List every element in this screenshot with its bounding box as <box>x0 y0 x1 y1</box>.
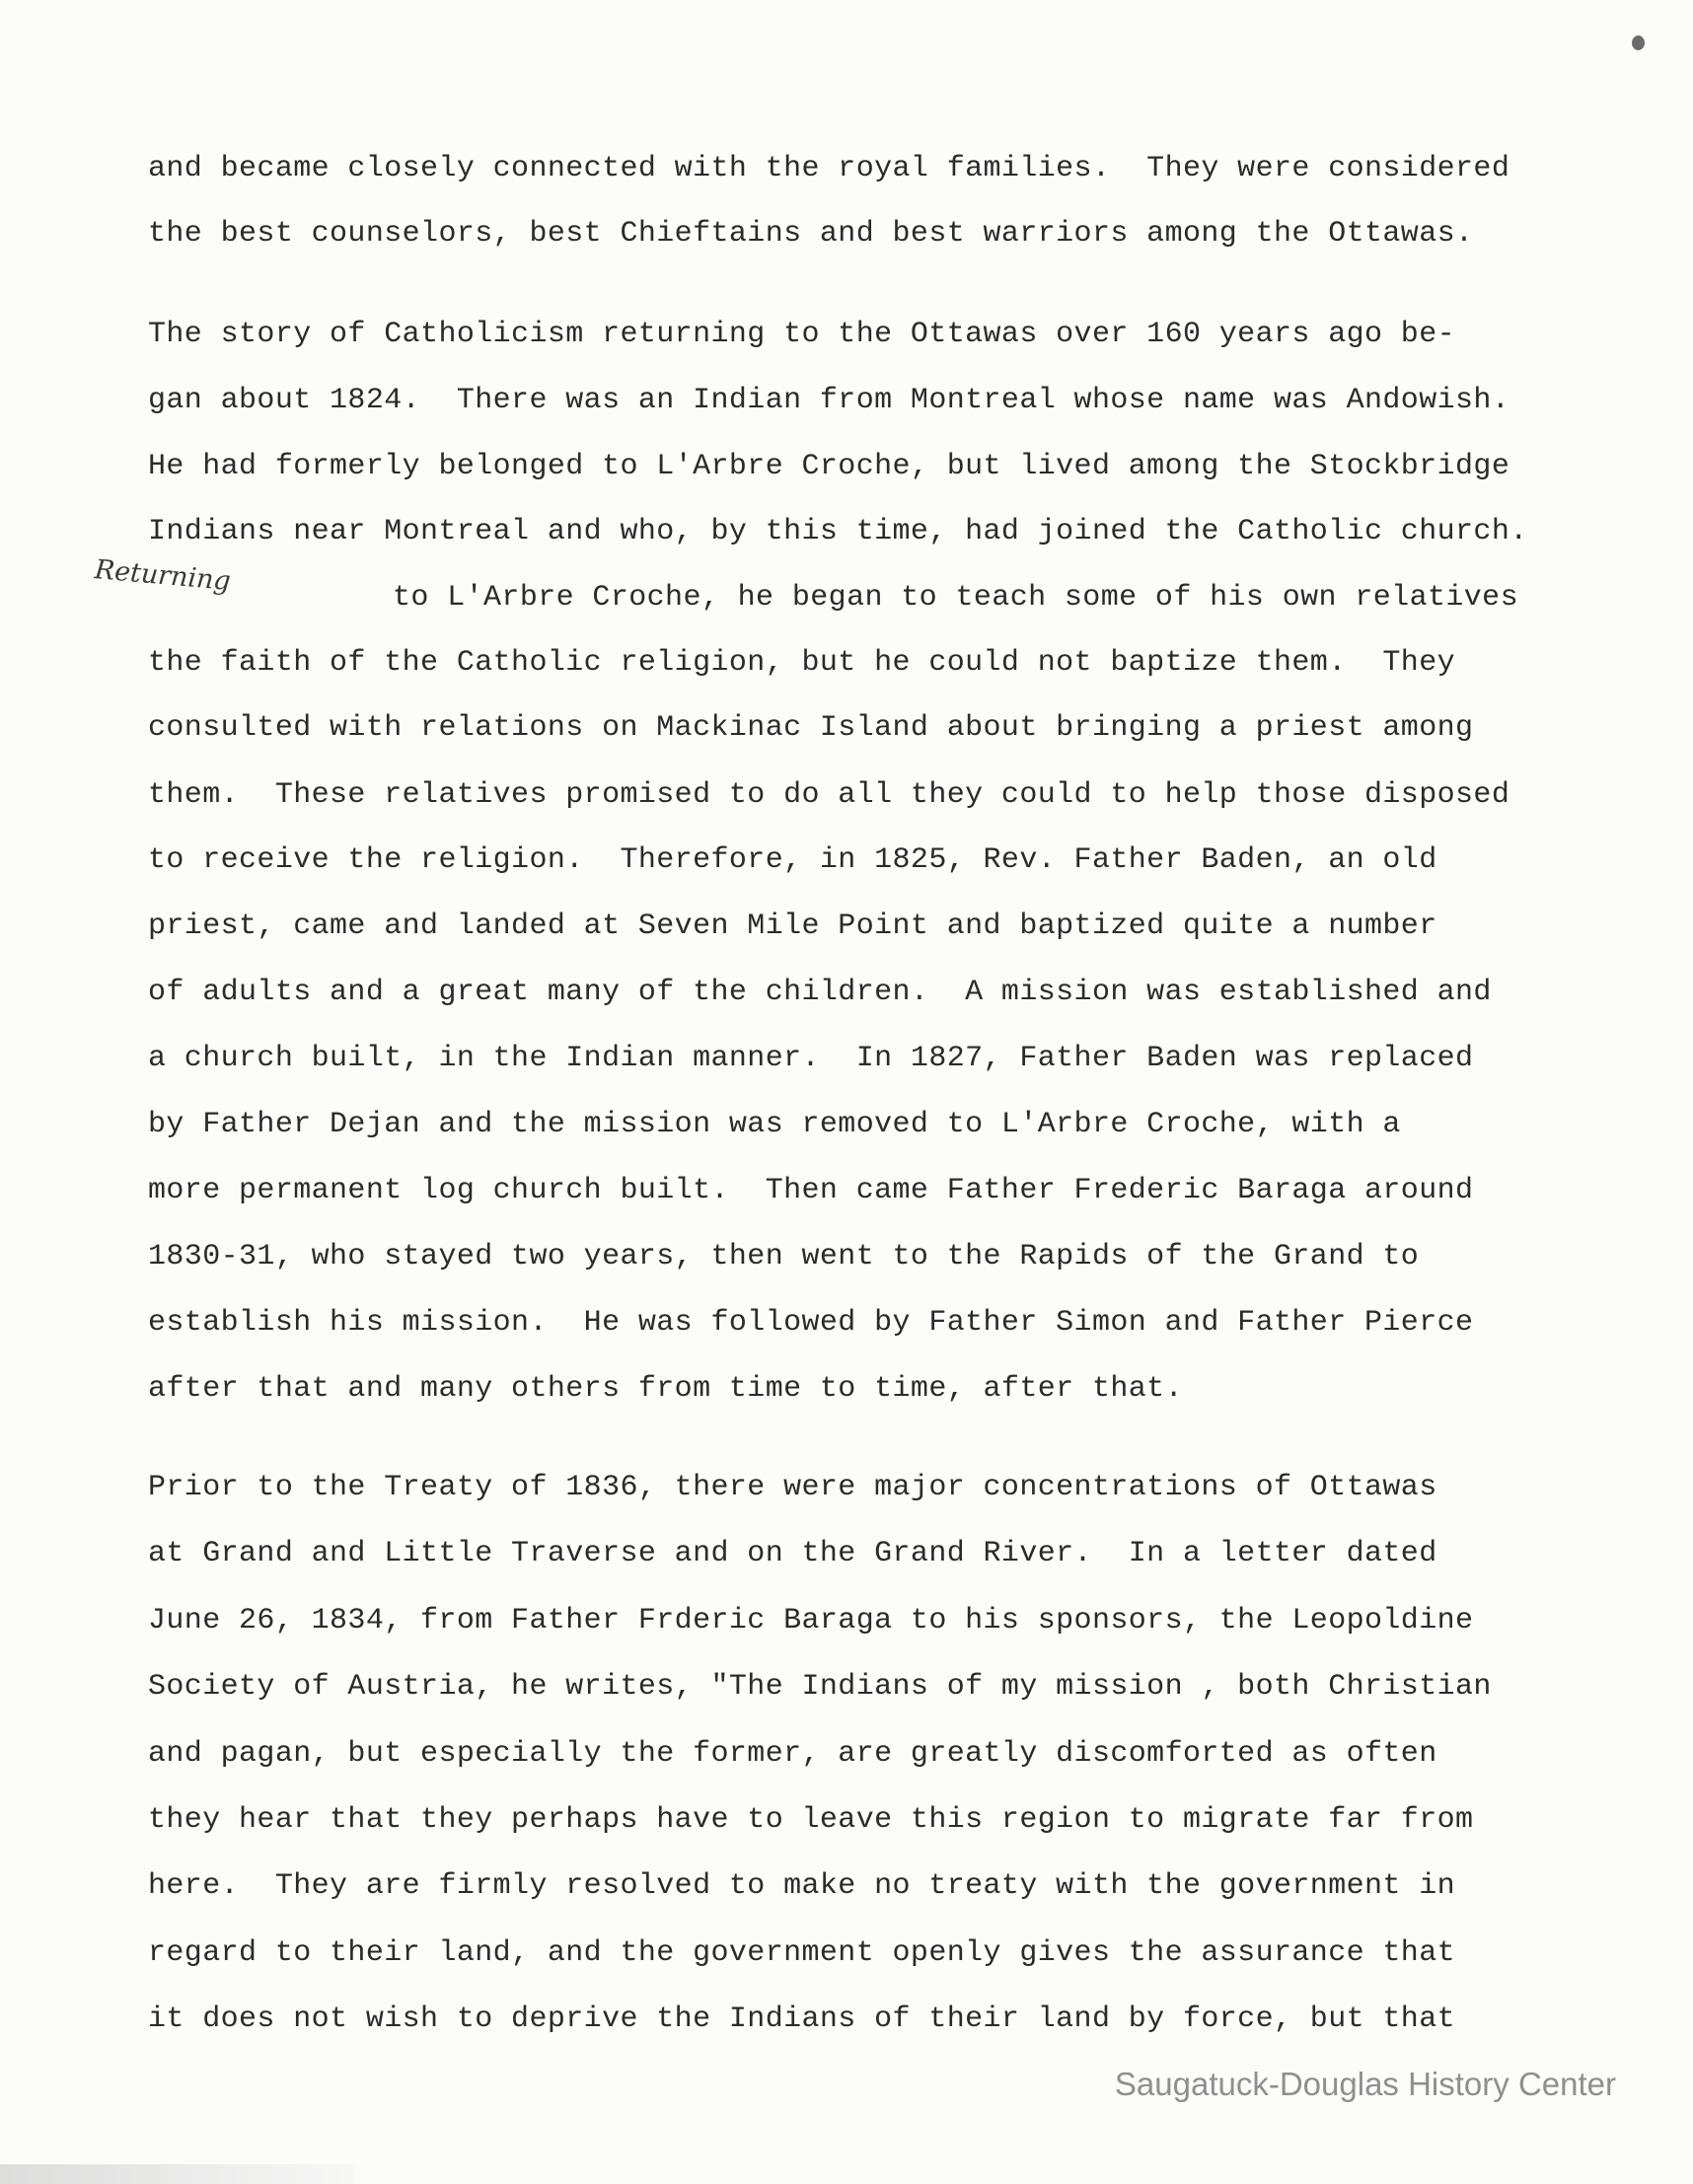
text-line: a church built, in the Indian manner. In 1827, Father Baden was replaced <box>148 1042 1474 1075</box>
text-line: establish his mission. He was followed by Father Simon and Father Pierce <box>148 1306 1474 1340</box>
text-line: Society of Austria, he writes, "The Indians of my mission , both Christian <box>148 1670 1492 1704</box>
text-line: of adults and a great many of the children. A mission was established and <box>148 976 1492 1009</box>
text-line: 1830-31, who stayed two years, then went to the Rapids of the Grand to <box>148 1240 1420 1274</box>
text-line: and became closely connected with the royal families. They were considered <box>148 152 1510 185</box>
text-line: regard to their land, and the government openly gives the assurance that <box>148 1936 1456 1970</box>
handwritten-margin-note: Returning <box>93 554 232 597</box>
text-line: them. These relatives promised to do all they could to help those disposed <box>148 778 1510 812</box>
watermark-text: Saugatuck-Douglas History Center <box>1114 2066 1616 2102</box>
text-line: gan about 1824. There was an Indian from Montreal whose name was Andowish. <box>148 384 1510 417</box>
text-line: and pagan, but especially the former, are greatly discomforted as often <box>148 1737 1437 1771</box>
text-line: consulted with relations on Mackinac Island about bringing a priest among <box>148 711 1474 745</box>
text-line: they hear that they perhaps have to leave this region to migrate far from <box>148 1803 1474 1837</box>
page-edge-shadow <box>0 2164 355 2184</box>
text-line: the faith of the Catholic religion, but he could not baptize them. They <box>148 646 1456 680</box>
text-line: it does not wish to deprive the Indians of their land by force, but that <box>148 2002 1456 2036</box>
text-line: at Grand and Little Traverse and on the Grand River. In a letter dated <box>148 1537 1437 1570</box>
text-line: June 26, 1834, from Father Frderic Baraga to his sponsors, the Leopoldine <box>148 1604 1474 1638</box>
text-line: Indians near Montreal and who, by this time, had joined the Catholic church. <box>148 515 1528 548</box>
text-line: He had formerly belonged to L'Arbre Croche, but lived among the Stockbridge <box>148 450 1510 483</box>
text-line: here. They are firmly resolved to make no treaty with the government in <box>148 1869 1456 1903</box>
text-line: The story of Catholicism returning to the Ottawas over 160 years ago be- <box>148 318 1456 351</box>
text-line: the best counselors, best Chieftains and best warriors among the Ottawas. <box>148 217 1474 251</box>
text-line: to receive the religion. Therefore, in 1825, Rev. Father Baden, an old <box>148 843 1437 877</box>
text-line: by Father Dejan and the mission was removed to L'Arbre Croche, with a <box>148 1108 1401 1141</box>
text-line: after that and many others from time to time, after that. <box>148 1372 1183 1406</box>
punch-hole-mark <box>1632 36 1645 50</box>
text-line: more permanent log church built. Then came Father Frederic Baraga around <box>148 1174 1474 1207</box>
text-line: priest, came and landed at Seven Mile Point and baptized quite a number <box>148 910 1437 943</box>
text-line: to L'Arbre Croche, he began to teach some of his own relatives <box>393 581 1518 615</box>
text-line: Prior to the Treaty of 1836, there were major concentrations of Ottawas <box>148 1471 1437 1504</box>
